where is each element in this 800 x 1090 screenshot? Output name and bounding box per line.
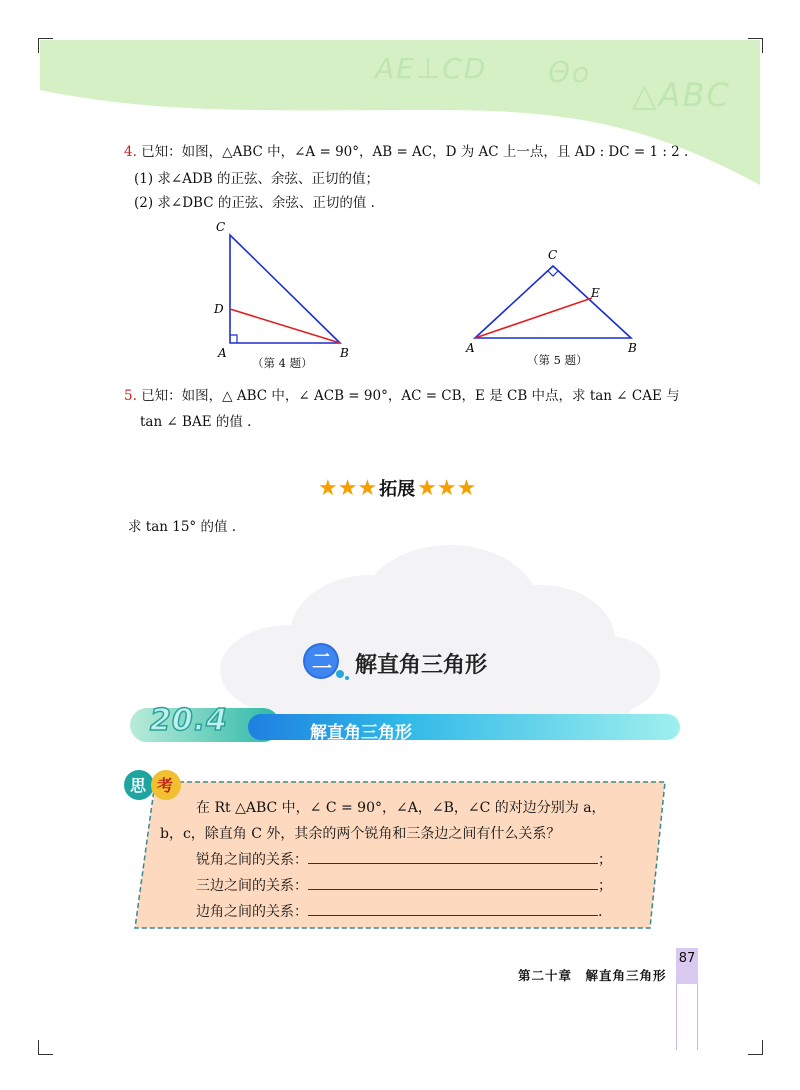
think-question-3 (160, 899, 612, 925)
think-question-1-end: ； (598, 852, 612, 868)
figure-4-caption: （第 4 题） (252, 356, 313, 370)
figure-5 (460, 240, 650, 360)
figure-5-right-angle-mark (548, 271, 558, 276)
think-body (160, 795, 612, 925)
problem-4-part-2: (2) 求∠DBC 的正弦、余弦、正切的值 . (134, 195, 375, 211)
answer-blank-1[interactable] (308, 849, 598, 864)
header-watermark-1: AE⊥CD (375, 52, 488, 85)
figure-5-label-b: B (628, 341, 637, 355)
answer-blank-3[interactable] (308, 901, 598, 916)
figure-5-label-e: E (591, 286, 600, 300)
think-question-1 (160, 847, 612, 873)
figure-5-label-c: C (548, 248, 558, 262)
think-question-1-label: 锐角之间的关系： (196, 852, 308, 868)
section-title: 解直角三角形 (355, 653, 488, 678)
think-question-2-end: ； (598, 878, 612, 894)
figure-4-right-angle-mark (230, 335, 237, 343)
think-question-2-label: 三边之间的关系： (196, 878, 308, 894)
figure-4-label-a: A (218, 346, 227, 360)
think-badge-char-1: 思 (130, 776, 147, 795)
header-watermark-3: △ABC (632, 76, 731, 114)
think-question-2 (160, 873, 612, 899)
stars-right-icon: ★★★ (417, 475, 477, 501)
problem-5-line-2: tan ∠ BAE 的值 . (140, 414, 252, 430)
problem-5-number: 5. (124, 388, 137, 404)
think-question-3-end: . (598, 904, 603, 920)
page-edge-line-2 (697, 984, 698, 1050)
think-badge-char-2: 考 (157, 776, 174, 795)
problem-4-part-1: (1) 求∠ADB 的正弦、余弦、正切的值； (134, 171, 380, 187)
lesson-number: 20.4 (150, 703, 229, 738)
answer-blank-2[interactable] (308, 875, 598, 890)
figure-5-caption: （第 5 题） (527, 353, 588, 367)
figure-5-segment-ae (475, 298, 592, 338)
footer-chapter: 第二十章 解直角三角形 (518, 968, 667, 983)
section-number-badge (300, 640, 350, 682)
extension-title: 拓展 (379, 479, 416, 500)
section-number: 二 (312, 649, 332, 673)
figure-5-label-a: A (466, 341, 475, 355)
problem-4 (124, 142, 688, 162)
figure-4-label-b: B (340, 346, 349, 360)
extension-question: 求 tan 15° 的值 . (128, 519, 237, 535)
think-question-3-label: 边角之间的关系： (196, 904, 308, 920)
problem-4-number: 4. (124, 144, 137, 160)
figure-4-label-d: D (214, 302, 224, 316)
think-line-2: b，c，除直角 C 外，其余的两个锐角和三条边之间有什么关系？ (160, 826, 561, 842)
problem-5 (124, 386, 680, 406)
think-line-1: 在 Rt △ABC 中，∠ C = 90°，∠A，∠B，∠C 的对边分别为 a， (196, 800, 606, 816)
problem-5-line-1: 已知：如图，△ ABC 中，∠ ACB = 90°，AC = CB，E 是 CB 中点，求 tan ∠ CAE 与 (141, 388, 680, 404)
extension-heading (318, 475, 476, 501)
header-watermark-2: Θo (548, 56, 592, 89)
crop-mark-bottom-right (748, 1040, 763, 1055)
figure-4-label-c: C (216, 220, 226, 234)
crop-mark-bottom-left (38, 1040, 53, 1055)
page-edge-line (676, 984, 677, 1050)
page-number: 87 (676, 948, 698, 984)
lesson-title: 解直角三角形 (310, 723, 412, 743)
stars-left-icon: ★★★ (318, 475, 378, 501)
problem-4-text: 已知：如图，△ABC 中，∠A = 90°，AB = AC，D 为 AC 上一点，且 AD : DC = 1 : 2 . (141, 144, 689, 160)
